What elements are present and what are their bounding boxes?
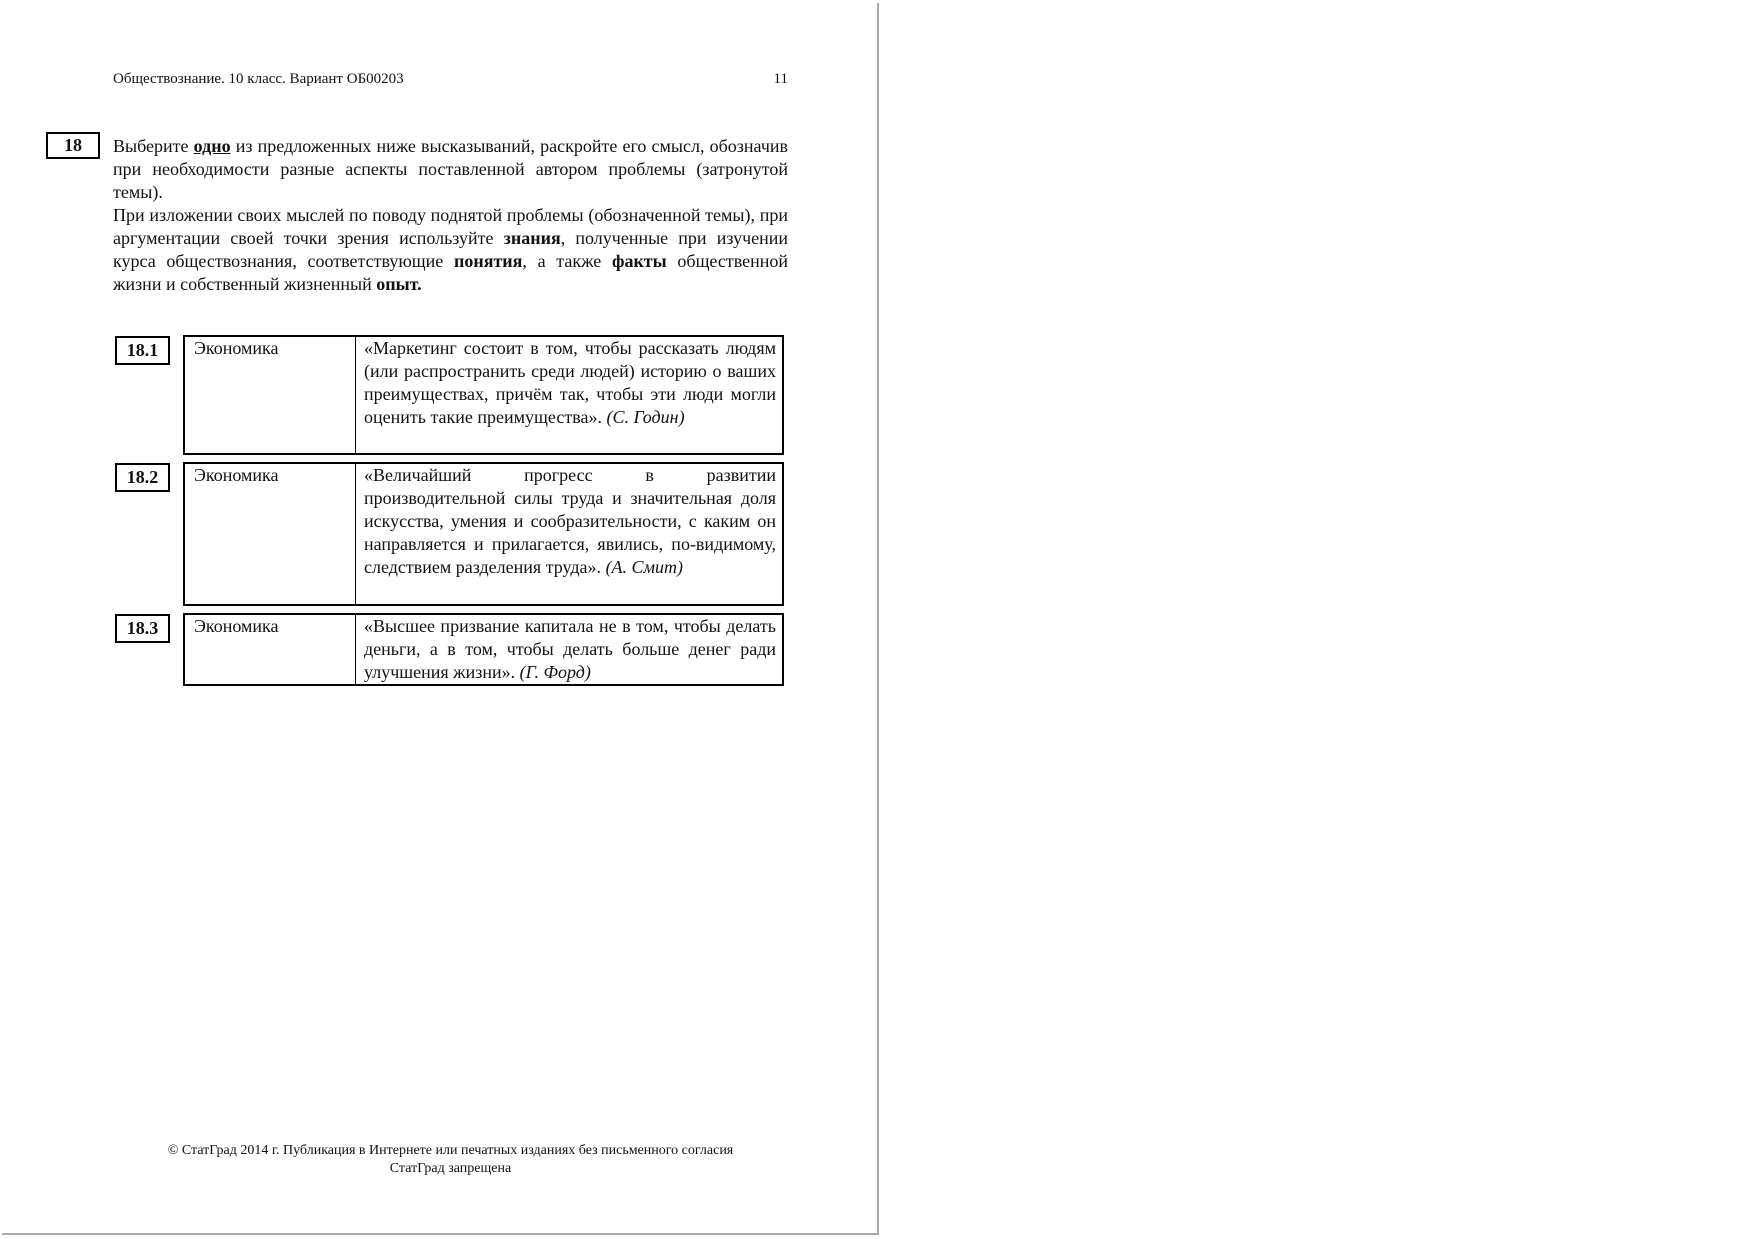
option-quote: «Высшее призвание капитала не в том, чтобы делать деньги, а в том, чтобы делать больше денег ради улучшения жизни». (Г. Форд) bbox=[364, 616, 776, 682]
emphasis-concepts: понятия bbox=[453, 251, 523, 271]
page-number: 11 bbox=[773, 71, 788, 87]
emphasis-experience: опыт. bbox=[376, 274, 422, 294]
instruction-paragraph-1: Выберите одно из предложенных ниже высказываний, раскройте его смысл, обозначив при необходимости разные аспекты поставленной автором проблемы (затронутой темы). bbox=[113, 136, 789, 202]
quote-author: (А. Смит) bbox=[605, 557, 684, 577]
instruction-paragraph-2: При изложении своих мыслей по поводу поднятой проблемы (обозначенной темы), при аргументации своей точки зрения используйте знания, полученные при изучении курса обществознания, соответствующие понятия, а также факты общественной жизни и собственный жизненный опыт. bbox=[113, 205, 789, 294]
option-topic: Экономика bbox=[185, 615, 356, 684]
page-footer bbox=[113, 1142, 788, 1178]
option-quote: «Маркетинг состоит в том, чтобы рассказать людям (или распространить среди людей) историю о ваших преимуществах, причём так, чтобы эти люди могли оценить такие преимущества». (С. Годин) bbox=[364, 338, 776, 427]
emphasis-one: одно bbox=[193, 136, 231, 156]
page-header bbox=[113, 71, 788, 88]
header-title: Обществознание. 10 класс. Вариант ОБ00203 bbox=[113, 71, 404, 87]
quote-author: (С. Годин) bbox=[606, 407, 685, 427]
option-topic: Экономика bbox=[185, 464, 356, 604]
option-number-box: 18.2 bbox=[115, 463, 170, 492]
task-instructions bbox=[113, 135, 788, 296]
option-topic: Экономика bbox=[185, 337, 356, 453]
document-page bbox=[2, 3, 879, 1235]
emphasis-knowledge: знания bbox=[503, 228, 561, 248]
copyright-line-1: © СтатГрад 2014 г. Публикация в Интернете или печатных изданиях без письменного согласия bbox=[167, 1143, 734, 1158]
option-number-box: 18.3 bbox=[115, 614, 170, 643]
option-row bbox=[183, 335, 784, 455]
option-number-box: 18.1 bbox=[115, 336, 170, 365]
option-row bbox=[183, 462, 784, 606]
task-number-box: 18 bbox=[46, 132, 100, 159]
emphasis-facts: факты bbox=[611, 251, 667, 271]
option-quote: «Величайший прогресс в развитии производительной силы труда и значительная доля искусства, умения и сообразительности, с каким он направляется и прилагается, явились, по-видимому, следствием разделения труда». (А. Смит) bbox=[364, 465, 776, 577]
option-row bbox=[183, 613, 784, 686]
quote-author: (Г. Форд) bbox=[519, 662, 591, 682]
copyright-line-2: СтатГрад запрещена bbox=[389, 1161, 512, 1176]
